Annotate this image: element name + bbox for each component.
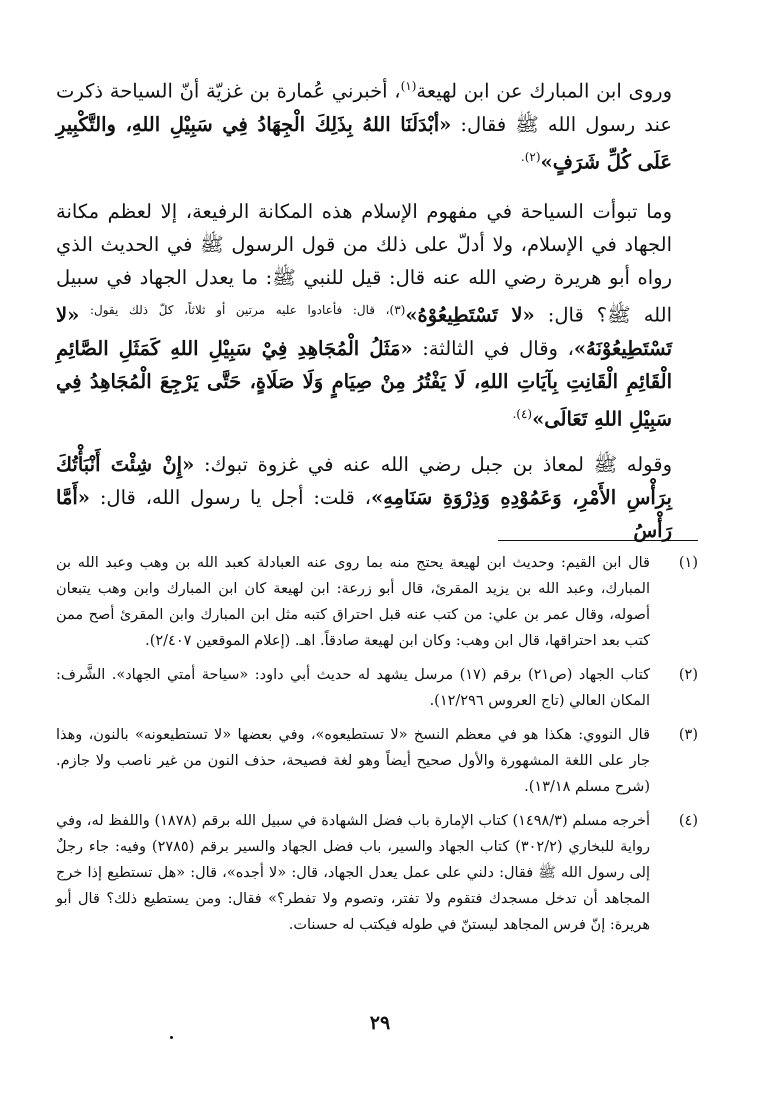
hadith-quote: «لا تَسْتَطِيعُوْنَهُ» xyxy=(56,303,672,360)
main-text-block xyxy=(56,448,698,547)
footnote-number: (٢) xyxy=(678,667,698,683)
footnote-ref-3: (٣)، قال: فأعادوا عليه مرتين أو ثلاثاً، كلّ ذلك يقول: xyxy=(79,303,406,317)
footnote-number: (١) xyxy=(678,555,698,571)
text-segment: ، وقال في الثالثة: xyxy=(412,336,574,360)
text-segment: ، قلت: أجل يا رسول الله، قال: xyxy=(90,486,372,509)
hadith-quote: «مَثَلُ الْمُجَاهِدِ فِيْ سَبِيْلِ اللهِ كَمَثَلِ الصَّائِمِ الْقَائِمِ الْقَانِتِ بِآيَاتِ اللهِ، لَا يَفْتُرُ مِنْ صِيَامٍ وَلَا صَلَاةٍ، حَتَّى يَرْجِعَ الْمُجَاهِدُ فِي سَبِيْلِ اللهِ تَعَالَى» xyxy=(56,336,672,430)
paragraph-1 xyxy=(56,70,698,178)
footnote-ref-1: (١) xyxy=(400,79,417,93)
paragraph-3 xyxy=(56,448,698,547)
footnote-separator xyxy=(498,540,698,541)
footnote-text: أخرجه مسلم (١٤٩٨/٣) كتاب الإمارة باب فضل الشهادة في سبيل الله برقم (١٨٧٨) واللفظ له، وفي رواية للبخاري (٣٠٢/٢) كتاب الجهاد والسير، باب فضل الجهاد والسير برقم (٢٧٨٥) وفيه: جاء رجلٌ إلى رسول الله ﷺ فقال: دلني على عمل يعدل الجهاد، قال: «لا أجده»، قال: «هل تستطيع إذا خرج المجاهد أن تدخل مسجدك فتقوم ولا تفتر، وتصوم ولا تفطر؟» فقال: ومن يستطيع ذلك؟ قال أبو هريرة: إنّ فرس المجاهد ليستنّ في طوله فيكتب له حسنات. xyxy=(56,813,650,933)
footnote-ref-2: (٢). xyxy=(520,149,541,164)
footnote-text: قال ابن القيم: وحديث ابن لهيعة يحتج منه بما روى عنه العبادلة كعبد الله بن وهب وعبد الله بن المبارك، وعبد الله بن يزيد المقرئ، قال أبو زرعة: ابن لهيعة كان ابن المبارك وابن وهب يتبعان أصوله، وقال عمر بن علي: من كتب عنه قبل احتراق كتبه مثل ابن المبارك وابن المقرئ أصح ممن كتب بعد احتراقها، قال ابن وهب: وكان ابن لهيعة صادقاً. اهـ. (إعلام الموقعين ٢/٤٠٧). xyxy=(56,555,650,649)
paragraph-2 xyxy=(56,195,698,435)
footnotes-section xyxy=(56,550,698,946)
page-number: ٢٩ xyxy=(369,1012,391,1034)
hadith-quote: «أبْدَلَنَا اللهُ بِذَلِكَ الْجِهَادُ فِي سَبِيْلِ اللهِ، والتَّكْبِيرِ عَلَى كُلِّ شَرَفٍ» xyxy=(56,112,672,173)
footnote-number: (٣) xyxy=(678,727,698,743)
footnote-ref-4: (٤). xyxy=(512,406,533,421)
text-segment: وقوله ﷺ لمعاذ بن جبل رضي الله عنه في غزوة تبوك: xyxy=(194,453,672,476)
print-speck xyxy=(170,1036,173,1039)
hadith-quote: «إِنْ شِئْتَ أَنْبَأْتُكَ بِرَأْسِ الأَمْرِ، وَعَمُوْدِهِ وَذِرْوَةِ سَنَامِهِ» xyxy=(56,453,672,509)
hadith-quote: «لا تَسْتَطِيعُوْهُ» xyxy=(405,303,535,327)
footnote-3 xyxy=(56,722,698,800)
text-segment: وما تبوأت السياحة في مفهوم الإسلام هذه المكانة الرفيعة، إلا لعظم مكانة الجهاد في الإسلام، ولا أدلّ على ذلك من قول الرسول ﷺ في الحديث الذي رواه أبو هريرة رضي الله عنه قال: قيل للنبي ﷺ: ما يعدل الجهاد في سبيل الله ﷺ؟ قال: xyxy=(56,200,672,327)
main-text-block xyxy=(56,70,698,178)
text-segment: وروى ابن المبارك عن ابن لهيعة xyxy=(416,79,672,103)
hadith-quote: «أَمَّا رَأْسُ xyxy=(56,486,672,542)
main-text-block xyxy=(56,195,698,435)
footnote-4 xyxy=(56,808,698,938)
footnote-number: (٤) xyxy=(678,813,698,829)
footnote-text: قال النووي: هكذا هو في معظم النسخ «لا تستطيعوه»، وفي بعضها «لا تستطيعونه» بالنون، وهذا جار على اللغة المشهورة والأول صحيح أيضاً وهو لغة فصيحة، حذف النون من غير ناصب ولا جازم. (شرح مسلم ١٣/١٨). xyxy=(56,727,650,795)
footnote-1 xyxy=(56,550,698,654)
text-segment: ، أخبرني عُمارة بن غزيّة أنّ السياحة ذكرت عند رسول الله ﷺ فقال: xyxy=(56,79,672,136)
footnote-text: كتاب الجهاد (ص٢١) برقم (١٧) مرسل يشهد له حديث أبي داود: «سياحة أمتي الجهاد». الشَّرف: المكان العالي (تاج العروس ١٢/٢٩٦). xyxy=(56,667,651,709)
footnote-2 xyxy=(56,662,698,714)
